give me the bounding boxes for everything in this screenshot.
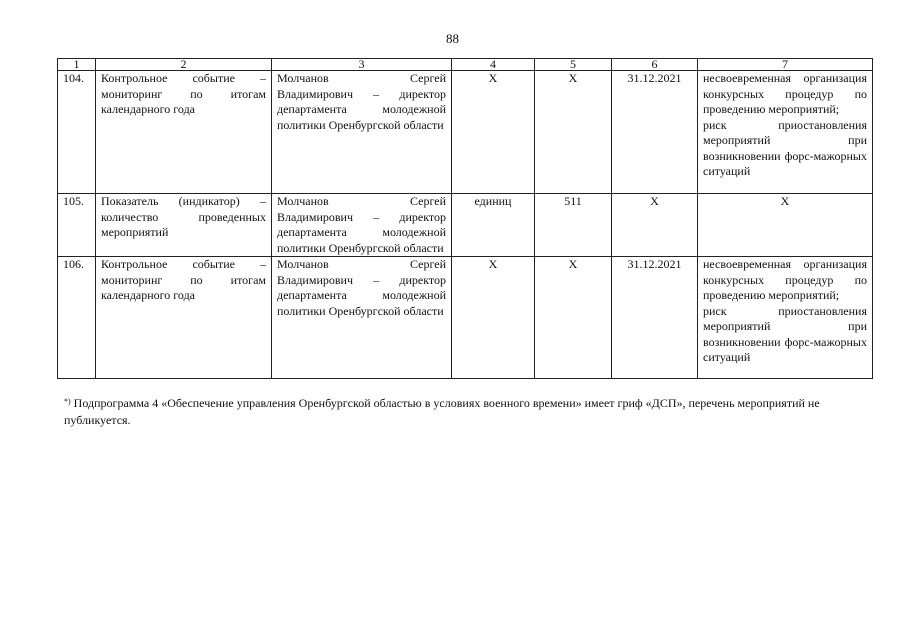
responsible-person: Молчанов Сергей Владимирович – директор департамента молодежной политики Оренбургской области <box>272 257 452 379</box>
column-header: 4 <box>452 59 535 71</box>
events-table <box>57 58 873 379</box>
responsible-person: Молчанов Сергей Владимирович – директор департамента молодежной политики Оренбургской области <box>272 71 452 194</box>
unit-cell: X <box>452 71 535 194</box>
footnote-text: Подпрограмма 4 «Обеспечение управления Оренбургской областью в условиях военного времени» имеет гриф «ДСП», перечень мероприятий не публикуется. <box>64 396 820 427</box>
value-cell: X <box>535 257 612 379</box>
table-header-row <box>58 59 873 71</box>
date-cell: 31.12.2021 <box>612 71 698 194</box>
value-cell: X <box>535 71 612 194</box>
footnote-marker: *) <box>64 397 71 406</box>
row-number: 105. <box>58 194 96 257</box>
column-header: 1 <box>58 59 96 71</box>
page-number: 88 <box>446 31 459 46</box>
column-header: 6 <box>612 59 698 71</box>
table-row <box>58 194 873 257</box>
table-row <box>58 71 873 194</box>
responsible-person: Молчанов Сергей Владимирович – директор департамента молодежной политики Оренбургской области <box>272 194 452 257</box>
value-cell: 511 <box>535 194 612 257</box>
row-number: 104. <box>58 71 96 194</box>
date-cell: X <box>612 194 698 257</box>
risks-cell: несвоевременная организация конкурсных процедур по проведению мероприятий; риск приостановления мероприятий при возникновении форс-мажорных ситуаций <box>698 71 873 194</box>
footnote <box>64 395 864 429</box>
column-header: 7 <box>698 59 873 71</box>
row-number: 106. <box>58 257 96 379</box>
table-row <box>58 257 873 379</box>
risks-cell: несвоевременная организация конкурсных процедур по проведению мероприятий; риск приостановления мероприятий при возникновении форс-мажорных ситуаций <box>698 257 873 379</box>
event-name: Контрольное событие – мониторинг по итогам календарного года <box>96 257 272 379</box>
column-header: 5 <box>535 59 612 71</box>
column-header: 3 <box>272 59 452 71</box>
unit-cell: X <box>452 257 535 379</box>
event-name: Показатель (индикатор) – количество проведенных мероприятий <box>96 194 272 257</box>
risks-cell: X <box>698 194 873 257</box>
date-cell: 31.12.2021 <box>612 257 698 379</box>
event-name: Контрольное событие – мониторинг по итогам календарного года <box>96 71 272 194</box>
unit-cell: единиц <box>452 194 535 257</box>
column-header: 2 <box>96 59 272 71</box>
